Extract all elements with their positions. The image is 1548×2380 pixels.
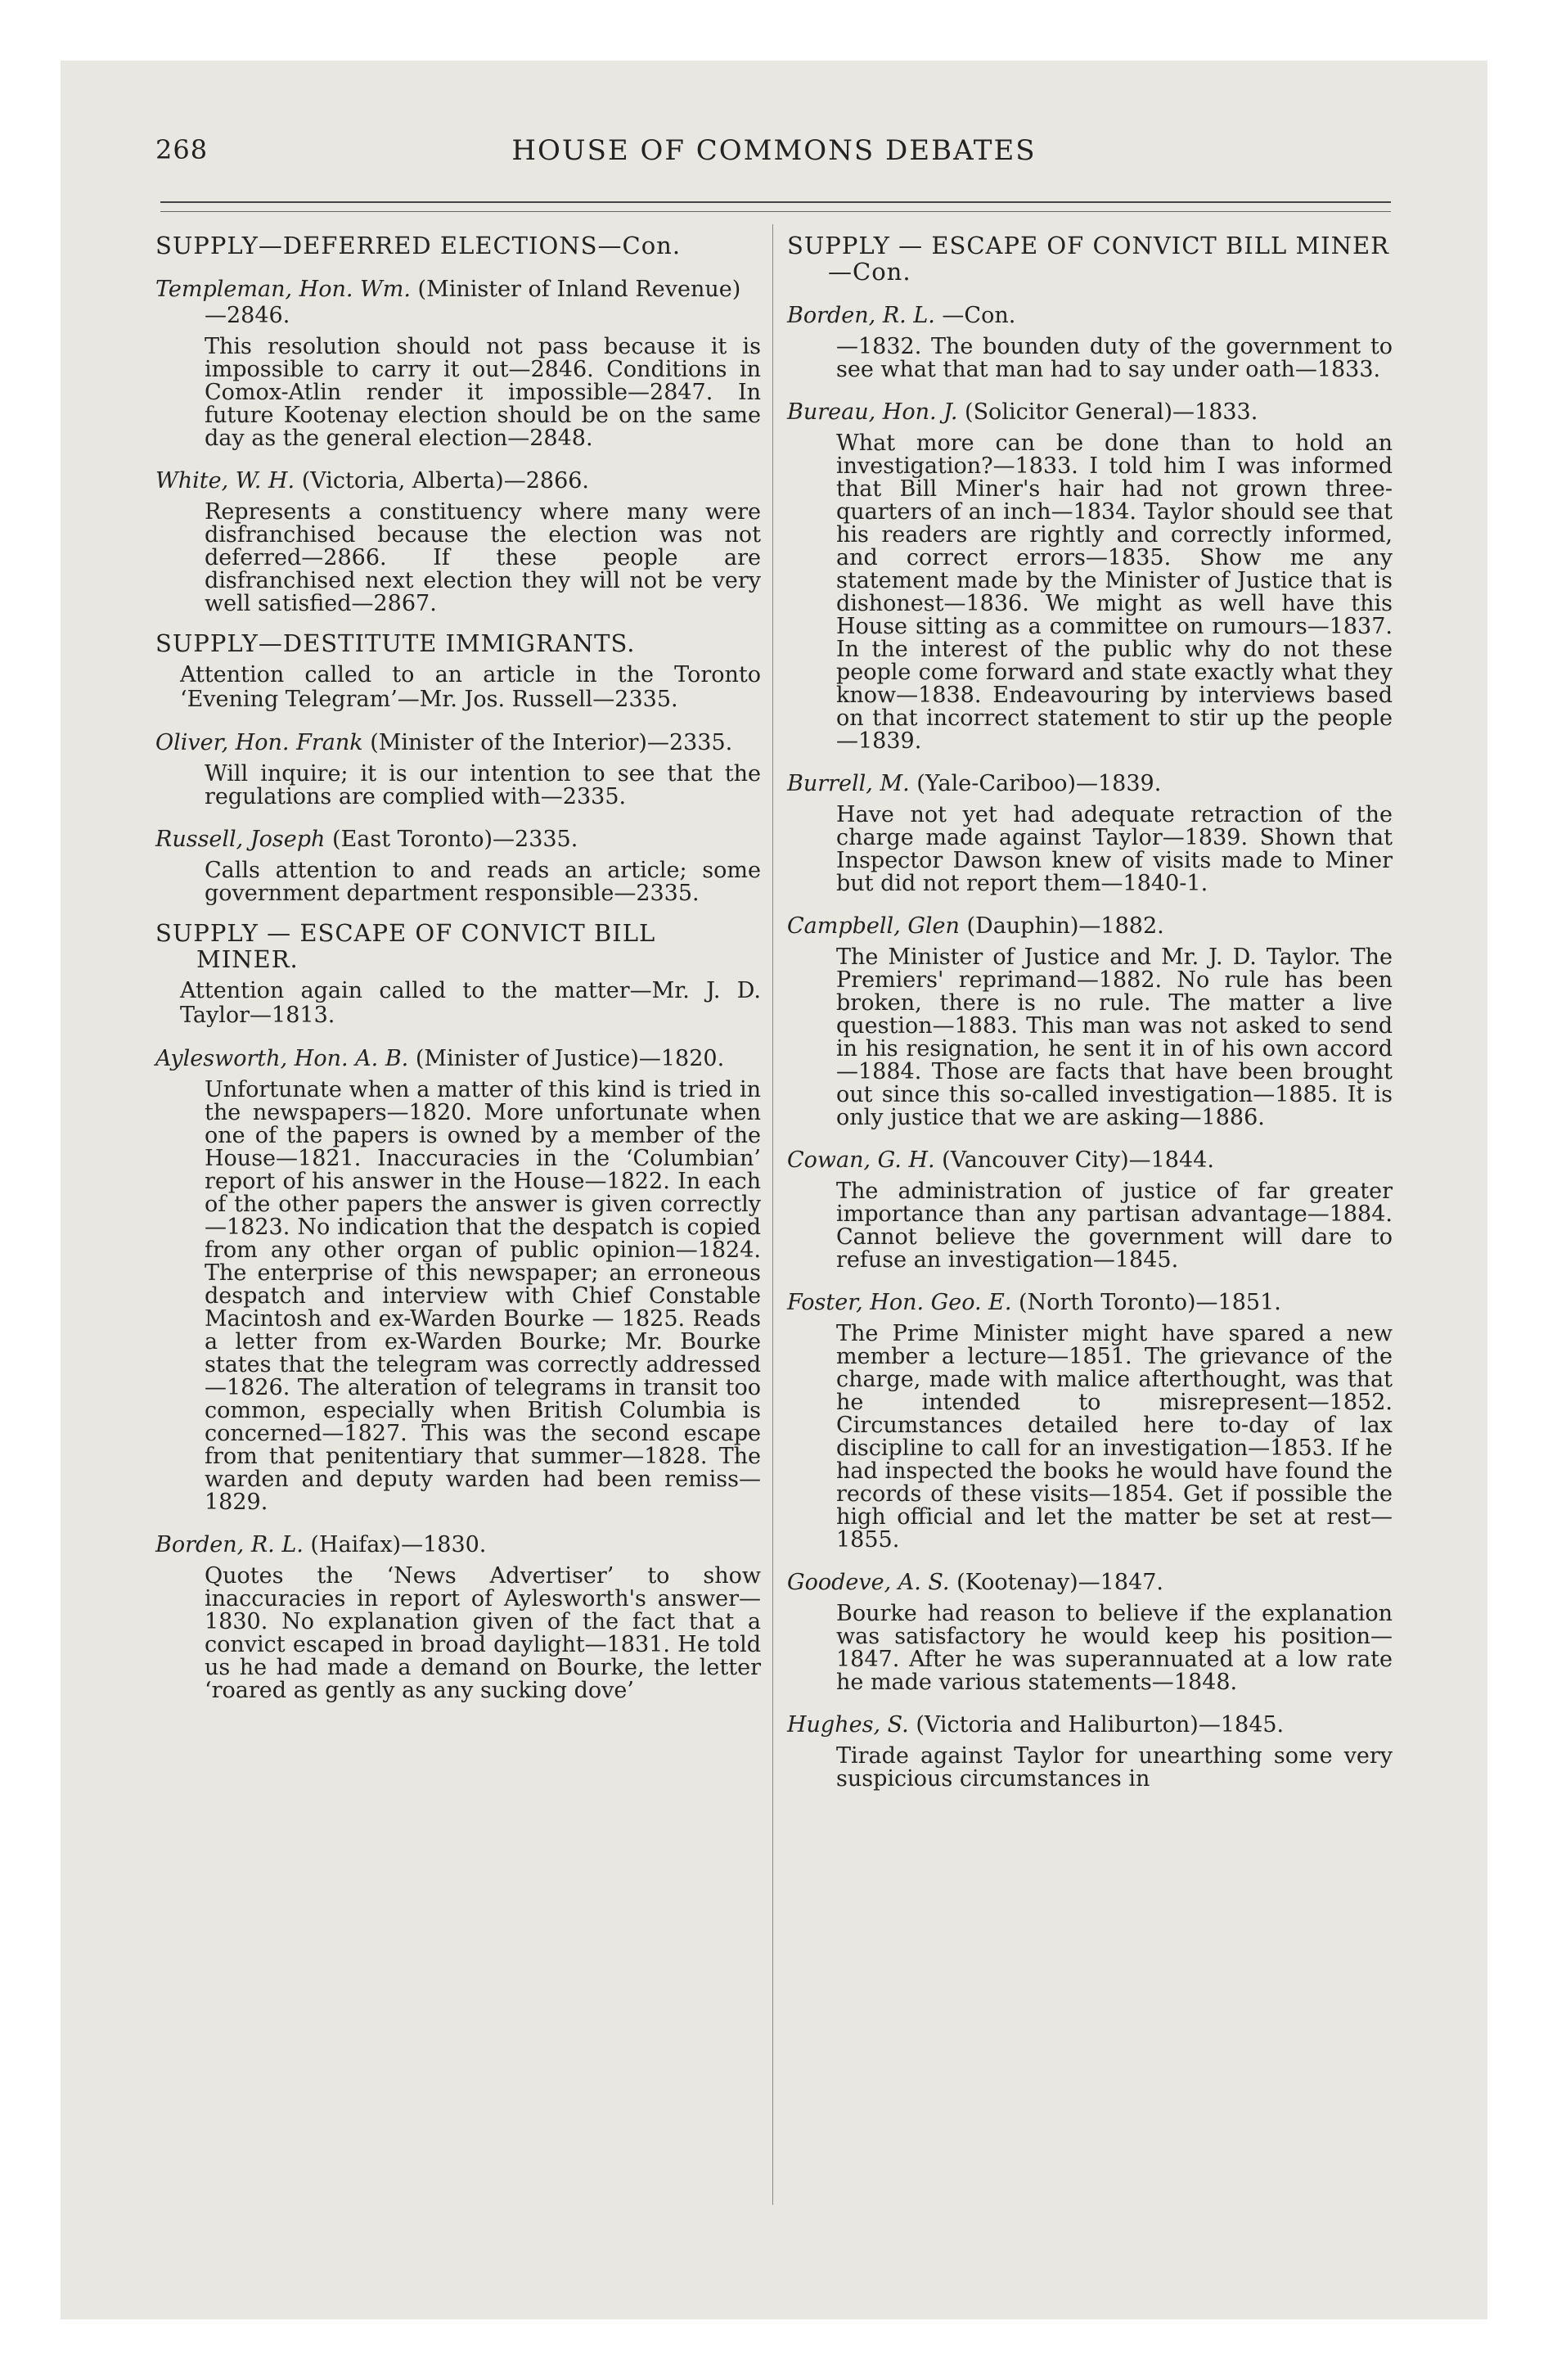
speech-summary: Bourke had reason to believe if the explanation was satisfactory he would keep his position—1847. After he was superannuated at a low rate he made various statements—1848. (836, 1601, 1393, 1695)
speech-summary: The administration of justice of far greater importance than any partisan advantage—1884. Cannot believe the government will dare to refuse an investigation—1845. (836, 1179, 1393, 1273)
speech-summary: Quotes the ‘News Advertiser’ to show inaccuracies in report of Aylesworth's answer—1830. No explanation given of the fact that a convict escaped in broad daylight—1831. He told us he had made a demand on Bourke, the letter ‘roared as gently as any sucking dove’ (205, 1563, 761, 1703)
speaker-name: Campbell, Glen (787, 913, 960, 939)
section-heading: SUPPLY — ESCAPE OF CONVICT BILL MINER. (155, 919, 656, 973)
speaker-detail: —Con. (942, 303, 1016, 328)
speaker-name: Cowan, G. H. (787, 1147, 935, 1173)
speaker-name: Hughes, S. (787, 1712, 909, 1738)
section-heading: SUPPLY—DESTITUTE IMMIGRANTS. (155, 629, 636, 657)
speaker-entry (787, 1290, 1393, 1316)
speech-summary: Calls attention to and reads an article; some government department responsible—2335. (205, 858, 761, 906)
speaker-detail: (Dauphin)—1882. (966, 913, 1164, 939)
intro-paragraph: Attention called to an article in the Toronto ‘Evening Telegram’—Mr. Jos. Russell—2335. (180, 662, 761, 712)
speaker-entry (787, 1712, 1393, 1738)
speech-summary: —1832. The bounden duty of the government to see what that man had to say under oath—1833. (836, 334, 1393, 382)
speaker-name: Foster, Hon. Geo. E. (787, 1290, 1012, 1315)
header-rule-secondary (160, 211, 1391, 212)
speaker-entry (787, 399, 1393, 426)
right-column (787, 232, 1393, 1791)
speaker-detail: (Vancouver City)—1844. (942, 1147, 1214, 1173)
section-heading: SUPPLY—DEFERRED ELECTIONS—Con. (155, 232, 682, 259)
speaker-entry (155, 1532, 761, 1558)
speaker-detail: (Victoria and Haliburton)—1845. (916, 1712, 1285, 1738)
speech-summary: Have not yet had adequate retraction of the charge made against Taylor—1839. Shown that Inspector Dawson knew of visits made to Miner but did not report them—1840-1. (836, 802, 1393, 896)
speaker-name: Bureau, Hon. J. (787, 399, 958, 425)
speech-summary: The Prime Minister might have spared a new member a lecture—1851. The grievance of the charge, made with malice afterthought, was that he intended to misrepresent—1852. Circumstances detailed here to-day of lax discipline to call for an investigation—1853. If he had inspected the books he would have found the records of these visits—1854. Get if possible the high official and let the matter be set at rest—1855. (836, 1321, 1393, 1553)
speaker-entry (155, 468, 761, 494)
speaker-detail: (North Toronto)—1851. (1019, 1290, 1281, 1315)
speaker-detail: (Minister of Inland Revenue)—2846. (205, 277, 741, 328)
speaker-name: Russell, Joseph (155, 827, 326, 852)
speaker-detail: (Minister of the Interior)—2335. (370, 730, 733, 755)
speech-summary: The Minister of Justice and Mr. J. D. Taylor. The Premiers' reprimand—1882. No rule has been broken, there is no rule. The matter a live question—1883. This man was not asked to send in his resignation, he sent it in of his own accord—1884. Those are facts that have been brought out since this so-called investigation—1885. It is only justice that we are asking—1886. (836, 944, 1393, 1130)
speech-summary: This resolution should not pass because it is impossible to carry it out—2846. Conditions in Comox-Atlin render it impossible—2847. In future Kootenay election should be on the same day as the general election—2848. (205, 334, 761, 451)
section-heading: SUPPLY — ESCAPE OF CONVICT BILL MINER—Con. (787, 232, 1390, 286)
speaker-detail: (East Toronto)—2335. (332, 827, 578, 852)
speaker-detail: (Victoria, Alberta)—2866. (301, 468, 590, 494)
page-number: 268 (155, 134, 209, 165)
speech-summary: Will inquire; it is our intention to see that the regulations are complied with—2335. (205, 761, 761, 809)
speaker-entry (787, 303, 1393, 329)
speaker-name: Aylesworth, Hon. A. B. (155, 1046, 409, 1071)
speaker-entry (155, 730, 761, 756)
speaker-entry (155, 1046, 761, 1072)
speaker-entry (787, 913, 1393, 940)
speaker-entry (155, 277, 761, 329)
speaker-name: Burrell, M. (787, 771, 910, 796)
speech-summary: What more can be done than to hold an investigation?—1833. I told him I was informed that Bill Miner's hair had not grown three-quarters of an inch—1834. Taylor should see that his readers are rightly and correctly informed, and correct errors—1835. Show me any statement made by the Minister of Justice that is dishonest—1836. We might as well have this House sitting as a committee on rumours—1837. In the interest of the public why do not these people come forward and state exactly what they know—1838. Endeavouring by interviews based on that incorrect statement to stir up the people—1839. (836, 430, 1393, 754)
speaker-entry (155, 827, 761, 853)
speaker-name: Templeman, Hon. Wm. (155, 277, 411, 302)
speech-summary: Represents a constituency where many were disfranchised because the election was not deferred—2866. If these people are disfranchised next election they will not be very well satisfied—2867. (205, 499, 761, 616)
header-rule (160, 201, 1391, 203)
speaker-entry (787, 1570, 1393, 1596)
speaker-name: Borden, R. L. (155, 1532, 304, 1557)
speaker-name: Borden, R. L. (787, 303, 935, 328)
speech-summary: Unfortunate when a matter of this kind is tried in the newspapers—1820. More unfortunate when one of the papers is owned by a member of the House—1821. Inaccuracies in the ‘Columbian’ report of his answer in the House—1822. In each of the other papers the answer is given correctly—1823. No indication that the despatch is copied from any other organ of public opinion—1824. The enterprise of this newspaper; an erroneous despatch and interview with Chief Constable Macintosh and ex-Warden Bourke — 1825. Reads a letter from ex-Warden Bourke; Mr. Bourke states that the telegram was correctly addressed—1826. The alteration of telegrams in transit too common, especially when British Columbia is concerned—1827. This was the second escape from that penitentiary that summer—1828. The warden and deputy warden had been remiss—1829. (205, 1077, 761, 1515)
speech-summary: Tirade against Taylor for unearthing some very suspicious circumstances in (836, 1743, 1393, 1792)
speaker-name: Oliver, Hon. Frank (155, 730, 363, 755)
page-header (61, 134, 1487, 183)
speaker-detail: (Solicitor General)—1833. (965, 399, 1258, 425)
speaker-name: Goodeve, A. S. (787, 1570, 950, 1595)
intro-paragraph: Attention again called to the matter—Mr. J. D. Taylor—1813. (180, 978, 761, 1028)
speaker-entry (787, 771, 1393, 797)
speaker-detail: (Haifax)—1830. (310, 1532, 487, 1557)
speaker-detail: (Kootenay)—1847. (956, 1570, 1164, 1595)
column-divider (772, 224, 773, 2205)
running-head: HOUSE OF COMMONS DEBATES (511, 134, 1037, 167)
speaker-detail: (Yale-Cariboo)—1839. (916, 771, 1162, 796)
speaker-detail: (Minister of Justice)—1820. (415, 1046, 725, 1071)
page (61, 61, 1487, 2319)
speaker-name: White, W. H. (155, 468, 295, 494)
speaker-entry (787, 1147, 1393, 1174)
left-column (155, 232, 761, 1702)
